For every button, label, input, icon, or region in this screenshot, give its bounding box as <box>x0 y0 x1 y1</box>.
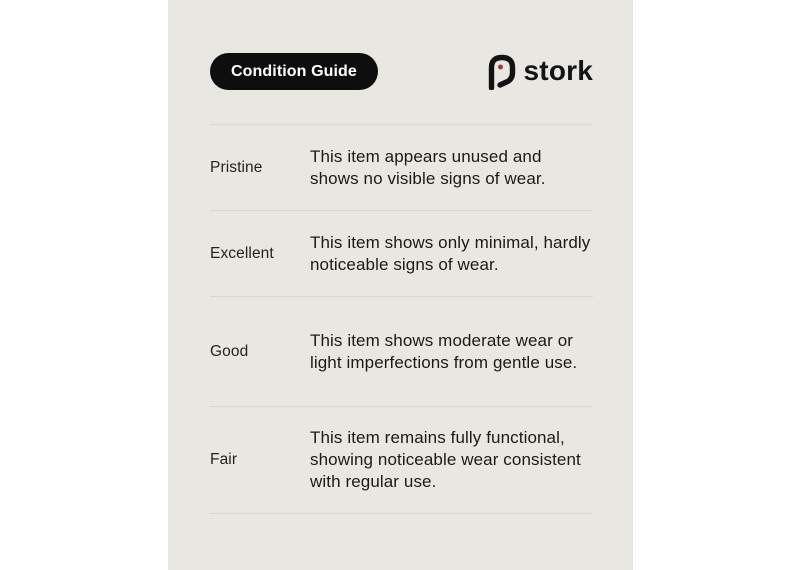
stork-logo <box>487 54 593 90</box>
condition-label: Excellent <box>210 244 274 262</box>
condition-description: This item shows moderate wear or light imperfections from gentle use. <box>310 330 578 372</box>
condition-description: This item remains fully functional, showing noticeable wear consistent with regular use. <box>310 428 581 491</box>
stork-logo-text: stork <box>523 54 593 86</box>
condition-row-excellent <box>210 210 593 296</box>
condition-list <box>210 124 593 514</box>
condition-label: Pristine <box>210 158 263 176</box>
condition-row-good <box>210 296 593 406</box>
condition-label: Good <box>210 342 249 360</box>
card-header <box>168 0 633 90</box>
stork-bird-icon <box>487 54 517 90</box>
condition-guide-badge[interactable]: Condition Guide <box>210 53 378 90</box>
condition-row-pristine <box>210 124 593 210</box>
condition-label: Fair <box>210 451 238 468</box>
condition-description: This item appears unused and shows no visible signs of wear. <box>310 146 546 188</box>
condition-row-fair <box>210 406 593 514</box>
condition-guide-card <box>168 0 633 570</box>
condition-description: This item shows only minimal, hardly noticeable signs of wear. <box>310 232 591 274</box>
